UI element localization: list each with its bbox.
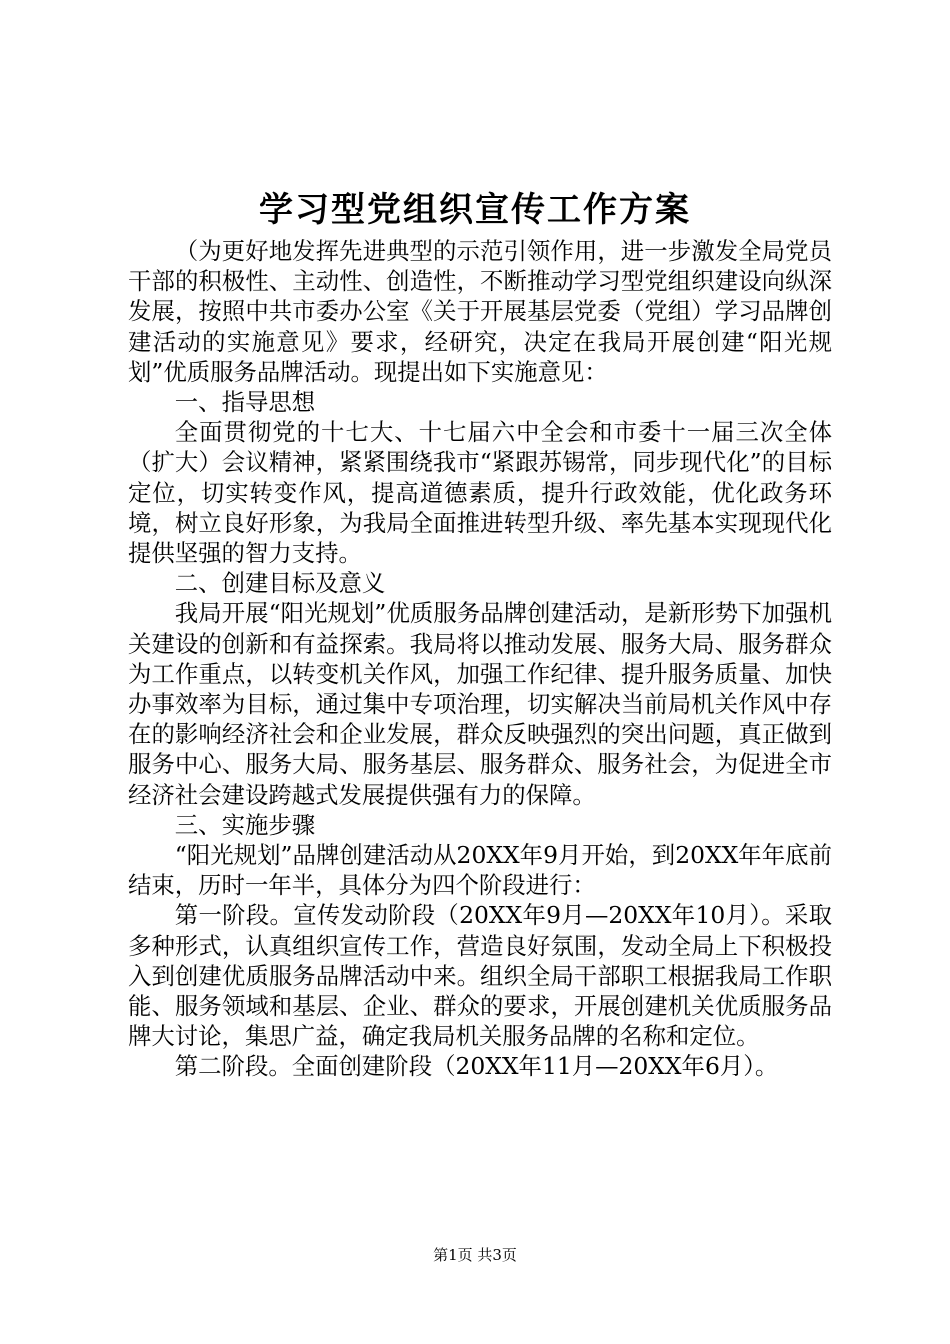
intro-paragraph: （为更好地发挥先进典型的示范引领作用，进一步激发全局党员干部的积极性、主动性、创造性，不断推动学习型党组织建设向纵深发展，按照中共市委办公室《关于开展基层党委（党组）学习品牌创建活动的实施意见》要求，经研究，决定在我局开展创建“阳光规划”优质服务品牌活动。现提出如下实施意见： — [128, 237, 832, 386]
section-heading-steps: 三、实施步骤 — [174, 810, 316, 839]
guiding-ideology-paragraph: 全面贯彻党的十七大、十七届六中全会和市委十一届三次全体（扩大）会议精神，紧紧围绕我市“紧跟苏锡常，同步现代化”的目标定位，切实转变作风，提高道德素质，提升行政效能，优化政务环境，树立良好形象，为我局全面推进转型升级、率先基本实现现代化提供坚强的智力支持。 — [128, 418, 832, 568]
stage-two-paragraph: 第二阶段。全面创建阶段（20XX年11月—20XX年6月）。 — [174, 1052, 779, 1081]
stage-one-paragraph: 第一阶段。宣传发动阶段（20XX年9月—20XX年10月）。采取多种形式，认真组织宣传工作，营造良好氛围，发动全局上下积极投入到创建优质服务品牌活动中来。组织全局干部职工根据我局工作职能、服务领域和基层、企业、群众的要求，开展创建机关优质服务品牌大讨论，集思广益，确定我局机关服务品牌的名称和定位。 — [128, 901, 832, 1051]
steps-intro-paragraph: “阳光规划”品牌创建活动从20XX年9月开始，到20XX年年底前结束，历时一年半，具体分为四个阶段进行： — [128, 841, 832, 900]
section-heading-goals: 二、创建目标及意义 — [174, 569, 386, 598]
document-body — [128, 236, 832, 1082]
goals-paragraph: 我局开展“阳光规划”优质服务品牌创建活动，是新形势下加强机关建设的创新和有益探索。我局将以推动发展、服务大局、服务群众为工作重点，以转变机关作风，加强工作纪律、提升服务质量、加快办事效率为目标，通过集中专项治理，切实解决当前局机关作风中存在的影响经济社会和企业发展，群众反映强烈的突出问题，真正做到服务中心、服务大局、服务基层、服务群众、服务社会，为促进全市经济社会建设跨越式发展提供强有力的保障。 — [128, 599, 832, 809]
section-heading-guiding-ideology: 一、指导思想 — [174, 388, 316, 417]
page-number-footer: 第1页 共3页 — [433, 1246, 517, 1264]
document-title: 学习型党组织宣传工作方案 — [259, 190, 691, 230]
